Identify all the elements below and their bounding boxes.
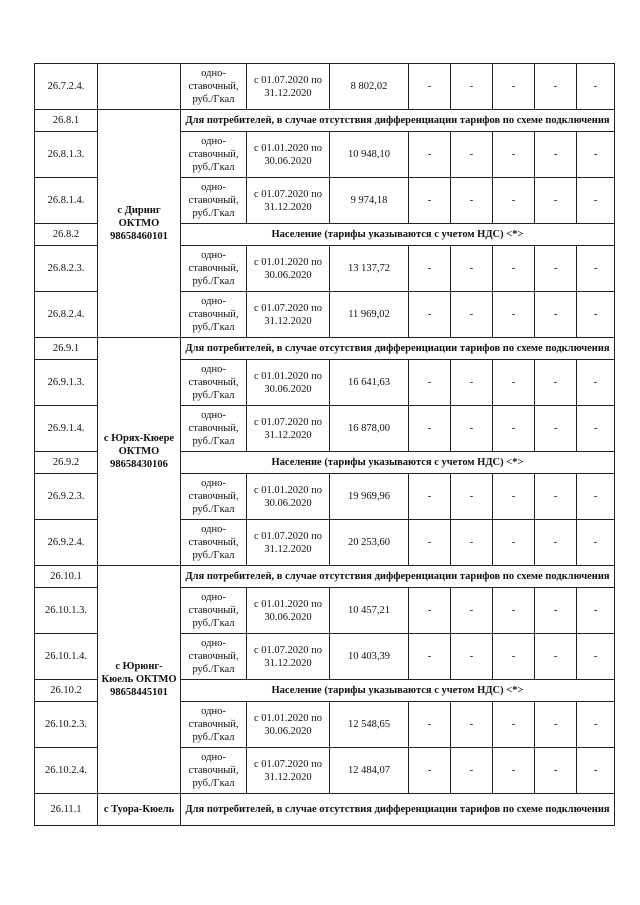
- empty-value-dash: -: [535, 360, 577, 406]
- section-header-row: [35, 338, 615, 360]
- empty-value-dash: -: [409, 748, 451, 794]
- empty-value-dash: -: [577, 520, 615, 566]
- tariff-period: с 01.01.2020 по 30.06.2020: [247, 132, 330, 178]
- row-number: 26.11.1: [35, 794, 98, 826]
- tariff-type: одно-ставочный, руб./Гкал: [181, 64, 247, 110]
- empty-value-dash: -: [535, 748, 577, 794]
- row-number: 26.9.2: [35, 452, 98, 474]
- tariff-value: 16 878,00: [330, 406, 409, 452]
- empty-value-dash: -: [535, 588, 577, 634]
- empty-value-dash: -: [451, 132, 493, 178]
- row-number: 26.10.1.4.: [35, 634, 98, 680]
- row-number: 26.8.1.3.: [35, 132, 98, 178]
- section-header-text: Для потребителей, в случае отсутствия дифференциации тарифов по схеме подключения: [181, 566, 615, 588]
- empty-value-dash: -: [451, 246, 493, 292]
- tariff-type: одно-ставочный, руб./Гкал: [181, 748, 247, 794]
- empty-value-dash: -: [451, 178, 493, 224]
- section-header-text: Население (тарифы указываются с учетом НДС) <*>: [181, 680, 615, 702]
- row-number: 26.9.2.3.: [35, 474, 98, 520]
- empty-value-dash: -: [577, 634, 615, 680]
- tariff-type: одно-ставочный, руб./Гкал: [181, 474, 247, 520]
- empty-value-dash: -: [409, 702, 451, 748]
- empty-value-dash: -: [535, 520, 577, 566]
- empty-value-dash: -: [451, 474, 493, 520]
- row-number: 26.9.1.3.: [35, 360, 98, 406]
- empty-value-dash: -: [451, 520, 493, 566]
- settlement-cell: [98, 64, 181, 110]
- empty-value-dash: -: [409, 520, 451, 566]
- section-header-text: Для потребителей, в случае отсутствия дифференциации тарифов по схеме подключения: [181, 110, 615, 132]
- tariff-type: одно-ставочный, руб./Гкал: [181, 406, 247, 452]
- tariff-value: 12 548,65: [330, 702, 409, 748]
- row-number: 26.8.1: [35, 110, 98, 132]
- row-number: 26.9.1: [35, 338, 98, 360]
- empty-value-dash: -: [577, 178, 615, 224]
- tariff-period: с 01.01.2020 по 30.06.2020: [247, 702, 330, 748]
- empty-value-dash: -: [409, 360, 451, 406]
- tariff-value: 10 457,21: [330, 588, 409, 634]
- section-header-row: [35, 110, 615, 132]
- tariff-value: 16 641,63: [330, 360, 409, 406]
- table-row: [35, 64, 615, 110]
- empty-value-dash: -: [535, 292, 577, 338]
- row-number: 26.8.2: [35, 224, 98, 246]
- empty-value-dash: -: [493, 702, 535, 748]
- empty-value-dash: -: [493, 178, 535, 224]
- tariff-period: с 01.01.2020 по 30.06.2020: [247, 360, 330, 406]
- empty-value-dash: -: [451, 64, 493, 110]
- tariff-period: с 01.07.2020 по 31.12.2020: [247, 406, 330, 452]
- tariff-type: одно-ставочный, руб./Гкал: [181, 246, 247, 292]
- empty-value-dash: -: [493, 292, 535, 338]
- section-header-row: [35, 794, 615, 826]
- empty-value-dash: -: [577, 64, 615, 110]
- empty-value-dash: -: [493, 64, 535, 110]
- tariff-type: одно-ставочный, руб./Гкал: [181, 292, 247, 338]
- tariff-value: 19 969,96: [330, 474, 409, 520]
- row-number: 26.9.2.4.: [35, 520, 98, 566]
- empty-value-dash: -: [451, 702, 493, 748]
- empty-value-dash: -: [493, 748, 535, 794]
- empty-value-dash: -: [535, 132, 577, 178]
- tariff-period: с 01.01.2020 по 30.06.2020: [247, 474, 330, 520]
- empty-value-dash: -: [409, 178, 451, 224]
- tariff-period: с 01.07.2020 по 31.12.2020: [247, 634, 330, 680]
- tariff-period: с 01.07.2020 по 31.12.2020: [247, 748, 330, 794]
- section-header-text: Население (тарифы указываются с учетом НДС) <*>: [181, 452, 615, 474]
- tariff-type: одно-ставочный, руб./Гкал: [181, 634, 247, 680]
- row-number: 26.8.2.3.: [35, 246, 98, 292]
- empty-value-dash: -: [451, 360, 493, 406]
- empty-value-dash: -: [451, 588, 493, 634]
- tariff-type: одно-ставочный, руб./Гкал: [181, 520, 247, 566]
- row-number: 26.10.2.3.: [35, 702, 98, 748]
- empty-value-dash: -: [577, 406, 615, 452]
- tariff-type: одно-ставочный, руб./Гкал: [181, 132, 247, 178]
- empty-value-dash: -: [577, 360, 615, 406]
- row-number: 26.10.1.3.: [35, 588, 98, 634]
- empty-value-dash: -: [577, 748, 615, 794]
- tariff-value: 11 969,02: [330, 292, 409, 338]
- empty-value-dash: -: [409, 292, 451, 338]
- empty-value-dash: -: [493, 360, 535, 406]
- empty-value-dash: -: [535, 64, 577, 110]
- empty-value-dash: -: [535, 474, 577, 520]
- tariff-period: с 01.07.2020 по 31.12.2020: [247, 64, 330, 110]
- empty-value-dash: -: [577, 132, 615, 178]
- tariff-period: с 01.07.2020 по 31.12.2020: [247, 292, 330, 338]
- row-number: 26.8.1.4.: [35, 178, 98, 224]
- row-number: 26.7.2.4.: [35, 64, 98, 110]
- tariff-table: [34, 63, 615, 826]
- empty-value-dash: -: [493, 520, 535, 566]
- empty-value-dash: -: [451, 748, 493, 794]
- empty-value-dash: -: [409, 64, 451, 110]
- row-number: 26.9.1.4.: [35, 406, 98, 452]
- settlement-cell: с Юрюнг-Кюель ОКТМО 98658445101: [98, 566, 181, 794]
- tariff-value: 20 253,60: [330, 520, 409, 566]
- tariff-value: 10 403,39: [330, 634, 409, 680]
- row-number: 26.8.2.4.: [35, 292, 98, 338]
- tariff-type: одно-ставочный, руб./Гкал: [181, 360, 247, 406]
- empty-value-dash: -: [535, 634, 577, 680]
- empty-value-dash: -: [493, 246, 535, 292]
- tariff-value: 10 948,10: [330, 132, 409, 178]
- empty-value-dash: -: [493, 634, 535, 680]
- empty-value-dash: -: [493, 588, 535, 634]
- tariff-type: одно-ставочный, руб./Гкал: [181, 178, 247, 224]
- empty-value-dash: -: [493, 406, 535, 452]
- empty-value-dash: -: [409, 132, 451, 178]
- empty-value-dash: -: [451, 292, 493, 338]
- empty-value-dash: -: [577, 292, 615, 338]
- empty-value-dash: -: [409, 246, 451, 292]
- tariff-value: 8 802,02: [330, 64, 409, 110]
- tariff-period: с 01.07.2020 по 31.12.2020: [247, 178, 330, 224]
- empty-value-dash: -: [493, 474, 535, 520]
- row-number: 26.10.2.4.: [35, 748, 98, 794]
- tariff-type: одно-ставочный, руб./Гкал: [181, 588, 247, 634]
- empty-value-dash: -: [409, 588, 451, 634]
- empty-value-dash: -: [535, 178, 577, 224]
- section-header-text: Население (тарифы указываются с учетом НДС) <*>: [181, 224, 615, 246]
- tariff-value: 13 137,72: [330, 246, 409, 292]
- section-header-row: [35, 566, 615, 588]
- row-number: 26.10.1: [35, 566, 98, 588]
- empty-value-dash: -: [577, 702, 615, 748]
- tariff-period: с 01.01.2020 по 30.06.2020: [247, 588, 330, 634]
- settlement-cell: с Диринг ОКТМО 98658460101: [98, 110, 181, 338]
- section-header-text: Для потребителей, в случае отсутствия дифференциации тарифов по схеме подключения: [181, 794, 615, 826]
- tariff-value: 12 484,07: [330, 748, 409, 794]
- empty-value-dash: -: [409, 634, 451, 680]
- tariff-value: 9 974,18: [330, 178, 409, 224]
- empty-value-dash: -: [451, 406, 493, 452]
- empty-value-dash: -: [577, 246, 615, 292]
- tariff-period: с 01.07.2020 по 31.12.2020: [247, 520, 330, 566]
- tariff-type: одно-ставочный, руб./Гкал: [181, 702, 247, 748]
- row-number: 26.10.2: [35, 680, 98, 702]
- tariff-period: с 01.01.2020 по 30.06.2020: [247, 246, 330, 292]
- settlement-cell: с Туора-Кюель: [98, 794, 181, 826]
- settlement-cell: с Юрях-Кюере ОКТМО 98658430106: [98, 338, 181, 566]
- empty-value-dash: -: [493, 132, 535, 178]
- section-header-text: Для потребителей, в случае отсутствия дифференциации тарифов по схеме подключения: [181, 338, 615, 360]
- empty-value-dash: -: [577, 474, 615, 520]
- empty-value-dash: -: [535, 246, 577, 292]
- empty-value-dash: -: [451, 634, 493, 680]
- empty-value-dash: -: [535, 702, 577, 748]
- empty-value-dash: -: [409, 474, 451, 520]
- empty-value-dash: -: [577, 588, 615, 634]
- empty-value-dash: -: [535, 406, 577, 452]
- empty-value-dash: -: [409, 406, 451, 452]
